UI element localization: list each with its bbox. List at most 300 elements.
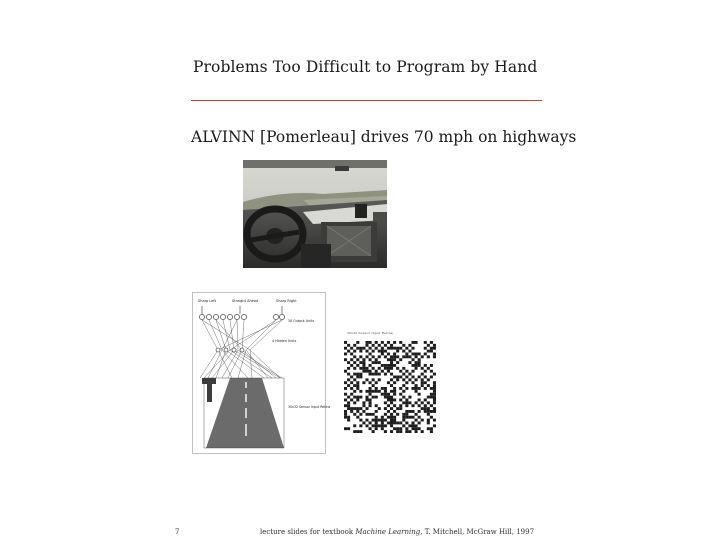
retina-pixel (402, 373, 405, 376)
retina-pixel (415, 401, 418, 404)
retina-pixel (430, 430, 433, 433)
retina-pixel (375, 427, 378, 430)
retina-pixel (396, 430, 399, 433)
retina-pixel (353, 344, 356, 347)
alvinn-network-diagram (192, 292, 331, 454)
retina-pixel (369, 422, 372, 425)
retina-pixel (365, 370, 368, 373)
retina-pixel (405, 376, 408, 379)
footer-book-title: Machine Learning (355, 528, 421, 536)
retina-pixel (424, 404, 427, 407)
retina-pixel (390, 407, 393, 410)
retina-pixel (384, 373, 387, 376)
retina-pixel (424, 341, 427, 344)
retina-pixel (344, 370, 347, 373)
retina-pixel (359, 419, 362, 422)
retina-pixel (411, 410, 414, 413)
retina-pixel (353, 378, 356, 381)
retina-pixel (427, 407, 430, 410)
retina-pixel (424, 376, 427, 379)
retina-pixel (356, 387, 359, 390)
retina-pixel (375, 370, 378, 373)
retina-pixel (384, 401, 387, 404)
retina-pixel (369, 390, 372, 393)
retina-pixel (344, 341, 347, 344)
retina-pixel (387, 404, 390, 407)
retina-pixel (396, 361, 399, 364)
retina-pixel (378, 419, 381, 422)
retina-pixel (415, 413, 418, 416)
retina-pixel (384, 413, 387, 416)
retina-pixel (365, 399, 368, 402)
retina-pixel (344, 358, 347, 361)
retina-pixel (387, 416, 390, 419)
retina-pixel (427, 344, 430, 347)
retina-pixel (384, 393, 387, 396)
retina-pixel (347, 361, 350, 364)
retina-pixel (396, 376, 399, 379)
retina-pixel (433, 353, 436, 356)
retina-pixel (415, 390, 418, 393)
retina-pixel (418, 358, 421, 361)
retina-pixel (408, 401, 411, 404)
retina-pixel (393, 393, 396, 396)
retina-pixel (375, 381, 378, 384)
retina-pixel (408, 355, 411, 358)
retina-pixel (427, 396, 430, 399)
retina-pixel (359, 367, 362, 370)
retina-pixel (353, 407, 356, 410)
retina-pixel (356, 358, 359, 361)
retina-pixel (369, 381, 372, 384)
retina-pixel (347, 416, 350, 419)
retina-pixel (365, 350, 368, 353)
retina-pixel (356, 384, 359, 387)
retina-pixel (408, 430, 411, 433)
retina-pixel (430, 416, 433, 419)
retina-pixel (375, 341, 378, 344)
retina-pixel (396, 427, 399, 430)
retina-pixel (381, 419, 384, 422)
retina-pixel (359, 413, 362, 416)
retina-pixel (418, 393, 421, 396)
retina-pixel (350, 347, 353, 350)
retina-pixel (408, 344, 411, 347)
retina-caption: 30x32 Sensor Input Retina (347, 331, 437, 337)
retina-pixel (405, 422, 408, 425)
retina-pixel (424, 407, 427, 410)
retina-pixel (427, 367, 430, 370)
retina-pixel (418, 416, 421, 419)
retina-pixel (418, 399, 421, 402)
retina-pixel (362, 422, 365, 425)
retina-pixel (384, 424, 387, 427)
retina-pixel (408, 361, 411, 364)
retina-svg (344, 331, 436, 435)
retina-pixel (356, 410, 359, 413)
retina-pixel (362, 410, 365, 413)
retina-pixel (396, 367, 399, 370)
retina-pixel (415, 419, 418, 422)
retina-pixel (381, 427, 384, 430)
retina-pixel (402, 413, 405, 416)
retina-pixel (353, 355, 356, 358)
retina-pixel (378, 373, 381, 376)
retina-pixel (427, 355, 430, 358)
retina-pixel (378, 407, 381, 410)
retina-pixel (347, 427, 350, 430)
retina-pixel (344, 410, 347, 413)
retina-pixel (418, 376, 421, 379)
retina-pixel (415, 353, 418, 356)
retina-pixel (399, 376, 402, 379)
retina-pixel (433, 399, 436, 402)
retina-pixel (430, 341, 433, 344)
retina-pixel (353, 396, 356, 399)
retina-pixel (362, 361, 365, 364)
retina-pixel (353, 350, 356, 353)
retina-pixel (353, 384, 356, 387)
retina-pixel (365, 419, 368, 422)
retina-pixel (402, 401, 405, 404)
retina-pixel (390, 373, 393, 376)
retina-pixel (375, 396, 378, 399)
retina-pixel (421, 401, 424, 404)
retina-pixel (433, 396, 436, 399)
car-interior-illustration (243, 160, 387, 268)
retina-pixel (415, 387, 418, 390)
retina-pixel (393, 410, 396, 413)
retina-pixel (378, 367, 381, 370)
retina-pixel (405, 387, 408, 390)
retina-pixel (344, 347, 347, 350)
retina-pixel (405, 381, 408, 384)
retina-pixel (399, 404, 402, 407)
retina-pixel (356, 396, 359, 399)
retina-pixel (405, 413, 408, 416)
retina-pixel (427, 419, 430, 422)
retina-pixel (375, 422, 378, 425)
retina-pixel (365, 390, 368, 393)
retina-pixel (393, 364, 396, 367)
retina-pixel (362, 364, 365, 367)
retina-pixel (433, 419, 436, 422)
retina-pixel (396, 378, 399, 381)
retina-pixel (369, 347, 372, 350)
retina-pixel (387, 393, 390, 396)
retina-pixel (347, 367, 350, 370)
retina-pixel (408, 378, 411, 381)
retina-pixel (390, 344, 393, 347)
retina-pixel (433, 424, 436, 427)
retina-pixel (375, 419, 378, 422)
retina-pixel (399, 422, 402, 425)
retina-pixel (390, 401, 393, 404)
retina-pixel (399, 407, 402, 410)
retina-pixel (344, 353, 347, 356)
retina-pixel (433, 387, 436, 390)
retina-pixel (369, 358, 372, 361)
retina-pixel (427, 378, 430, 381)
retina-pixel (359, 376, 362, 379)
retina-pixel (369, 399, 372, 402)
retina-pixel (353, 361, 356, 364)
retina-pixel (393, 399, 396, 402)
hidden-units-label: 4 Hidden Units (272, 339, 297, 343)
retina-pixel (390, 419, 393, 422)
retina-pixel (362, 404, 365, 407)
retina-pixel (430, 347, 433, 350)
network-svg (192, 292, 331, 454)
retina-pixel (415, 361, 418, 364)
retina-pixel (399, 393, 402, 396)
retina-pixel (356, 376, 359, 379)
retina-pixel (381, 370, 384, 373)
retina-pixel (369, 401, 372, 404)
retina-pixel (418, 410, 421, 413)
retina-pixel (387, 370, 390, 373)
retina-pixel (375, 373, 378, 376)
retina-pixel (362, 358, 365, 361)
retina-pixel (433, 347, 436, 350)
retina-pixel (424, 370, 427, 373)
retina-pixel (387, 399, 390, 402)
sensor-retina-image (344, 331, 436, 435)
retina-pixel (427, 350, 430, 353)
slide-title: Problems Too Difficult to Program by Hand (193, 58, 538, 76)
retina-pixel (433, 344, 436, 347)
retina-pixel (415, 367, 418, 370)
retina-pixel (384, 407, 387, 410)
retina-pixel (375, 416, 378, 419)
retina-pixel (378, 390, 381, 393)
retina-pixel (402, 416, 405, 419)
retina-pixel (393, 358, 396, 361)
retina-pixel (418, 422, 421, 425)
retina-pixel (408, 416, 411, 419)
retina-pixel (393, 381, 396, 384)
retina-pixel (424, 364, 427, 367)
retina-pixel (402, 424, 405, 427)
retina-pixel (350, 407, 353, 410)
retina-pixel (415, 341, 418, 344)
retina-pixel (344, 399, 347, 402)
retina-pixel (421, 381, 424, 384)
retina-pixel (356, 381, 359, 384)
retina-pixel (372, 378, 375, 381)
retina-pixel (365, 344, 368, 347)
retina-pixel (393, 419, 396, 422)
retina-pixel (369, 427, 372, 430)
retina-pixel (433, 355, 436, 358)
retina-pixel (433, 407, 436, 410)
retina-pixel (384, 419, 387, 422)
retina-pixel (393, 390, 396, 393)
retina-pixel (387, 410, 390, 413)
retina-pixel (356, 416, 359, 419)
retina-pixel (372, 396, 375, 399)
retina-pixel (375, 410, 378, 413)
retina-pixel (433, 401, 436, 404)
retina-pixel (350, 399, 353, 402)
retina-pixel (378, 344, 381, 347)
retina-pixel (396, 350, 399, 353)
retina-pixel (390, 378, 393, 381)
retina-pixel (387, 341, 390, 344)
retina-pixel (365, 407, 368, 410)
retina-pixel (350, 376, 353, 379)
retina-pixel (353, 413, 356, 416)
retina-pixel (372, 355, 375, 358)
retina-pixel (405, 399, 408, 402)
retina-pixel (415, 384, 418, 387)
retina-pixel (387, 358, 390, 361)
retina-pixel (390, 364, 393, 367)
retina-pixel (433, 384, 436, 387)
retina-pixel (415, 424, 418, 427)
retina-pixel (421, 430, 424, 433)
retina-pixel (365, 396, 368, 399)
retina-pixel (393, 353, 396, 356)
retina-pixel (430, 376, 433, 379)
retina-pixel (393, 355, 396, 358)
retina-pixel (399, 370, 402, 373)
retina-pixel (393, 347, 396, 350)
retina-pixel (344, 416, 347, 419)
retina-pixel (369, 364, 372, 367)
retina-pixel (411, 424, 414, 427)
retina-pixel (405, 355, 408, 358)
retina-pixel (384, 350, 387, 353)
retina-pixel (390, 422, 393, 425)
retina-pixel (372, 344, 375, 347)
retina-pixel (381, 424, 384, 427)
retina-pixel (381, 341, 384, 344)
retina-pixel (390, 413, 393, 416)
retina-pixel (347, 350, 350, 353)
retina-pixel (347, 396, 350, 399)
retina-pixel (369, 387, 372, 390)
retina-pixel (399, 427, 402, 430)
footer-credit (260, 528, 534, 536)
retina-pixel (396, 347, 399, 350)
retina-pixel (390, 424, 393, 427)
retina-pixel (359, 430, 362, 433)
retina-pixel (365, 378, 368, 381)
retina-pixel (393, 416, 396, 419)
retina-pixel (347, 384, 350, 387)
retina-pixel (365, 367, 368, 370)
retina-pixel (427, 427, 430, 430)
retina-pixel (393, 376, 396, 379)
retina-pixel (390, 358, 393, 361)
retina-pixel (405, 430, 408, 433)
retina-pixel (393, 427, 396, 430)
input-retina-label: 30x32 Sensor Input Retina (288, 405, 331, 409)
retina-pixel (405, 416, 408, 419)
retina-pixel (347, 373, 350, 376)
retina-pixel (418, 361, 421, 364)
retina-pixel (405, 410, 408, 413)
retina-pixel (350, 393, 353, 396)
retina-pixel (396, 413, 399, 416)
retina-pixel (402, 350, 405, 353)
retina-pixel (347, 401, 350, 404)
retina-pixel (415, 378, 418, 381)
retina-pixel (344, 387, 347, 390)
retina-pixel (418, 364, 421, 367)
retina-pixel (402, 344, 405, 347)
retina-pixel (421, 367, 424, 370)
retina-pixel (396, 407, 399, 410)
retina-pixel (411, 416, 414, 419)
retina-pixel (402, 384, 405, 387)
retina-pixel (353, 373, 356, 376)
retina-pixel (362, 381, 365, 384)
retina-pixel (362, 401, 365, 404)
retina-pixel (365, 355, 368, 358)
retina-pixel (390, 361, 393, 364)
footer-suffix: , T. Mitchell, McGraw Hill, 1997 (420, 528, 535, 536)
retina-pixel (396, 355, 399, 358)
retina-pixel (424, 347, 427, 350)
retina-pixel (359, 396, 362, 399)
retina-pixel (424, 353, 427, 356)
retina-pixel (424, 381, 427, 384)
retina-pixel (375, 358, 378, 361)
retina-pixel (405, 427, 408, 430)
retina-pixel (411, 347, 414, 350)
retina-pixel (350, 353, 353, 356)
retina-pixel (424, 387, 427, 390)
retina-pixel (411, 341, 414, 344)
retina-pixel (399, 347, 402, 350)
retina-pixel (384, 430, 387, 433)
retina-pixel (359, 424, 362, 427)
retina-pixel (396, 422, 399, 425)
retina-pixel (433, 373, 436, 376)
retina-pixel (421, 407, 424, 410)
retina-pixel (365, 424, 368, 427)
retina-pixel (418, 353, 421, 356)
retina-pixel (411, 364, 414, 367)
label-sharp-left: Sharp Left (198, 299, 216, 303)
retina-pixel (353, 424, 356, 427)
retina-pixel (375, 387, 378, 390)
retina-pixel (390, 430, 393, 433)
retina-pixel (387, 347, 390, 350)
retina-pixel (369, 373, 372, 376)
retina-pixel (372, 367, 375, 370)
retina-pixel (430, 387, 433, 390)
retina-pixel (415, 430, 418, 433)
retina-pixel (381, 350, 384, 353)
retina-pixel (399, 430, 402, 433)
retina-pixel (372, 361, 375, 364)
retina-pixel (350, 364, 353, 367)
retina-pixel (347, 419, 350, 422)
retina-pixel (405, 404, 408, 407)
retina-pixel (421, 373, 424, 376)
retina-pixel (390, 390, 393, 393)
page-number: 7 (175, 528, 180, 536)
alvinn-heading: ALVINN [Pomerleau] drives 70 mph on highways (191, 128, 577, 146)
retina-pixel (344, 427, 347, 430)
retina-pixel (387, 422, 390, 425)
retina-pixel (359, 355, 362, 358)
retina-pixel (402, 367, 405, 370)
retina-pixel (378, 424, 381, 427)
